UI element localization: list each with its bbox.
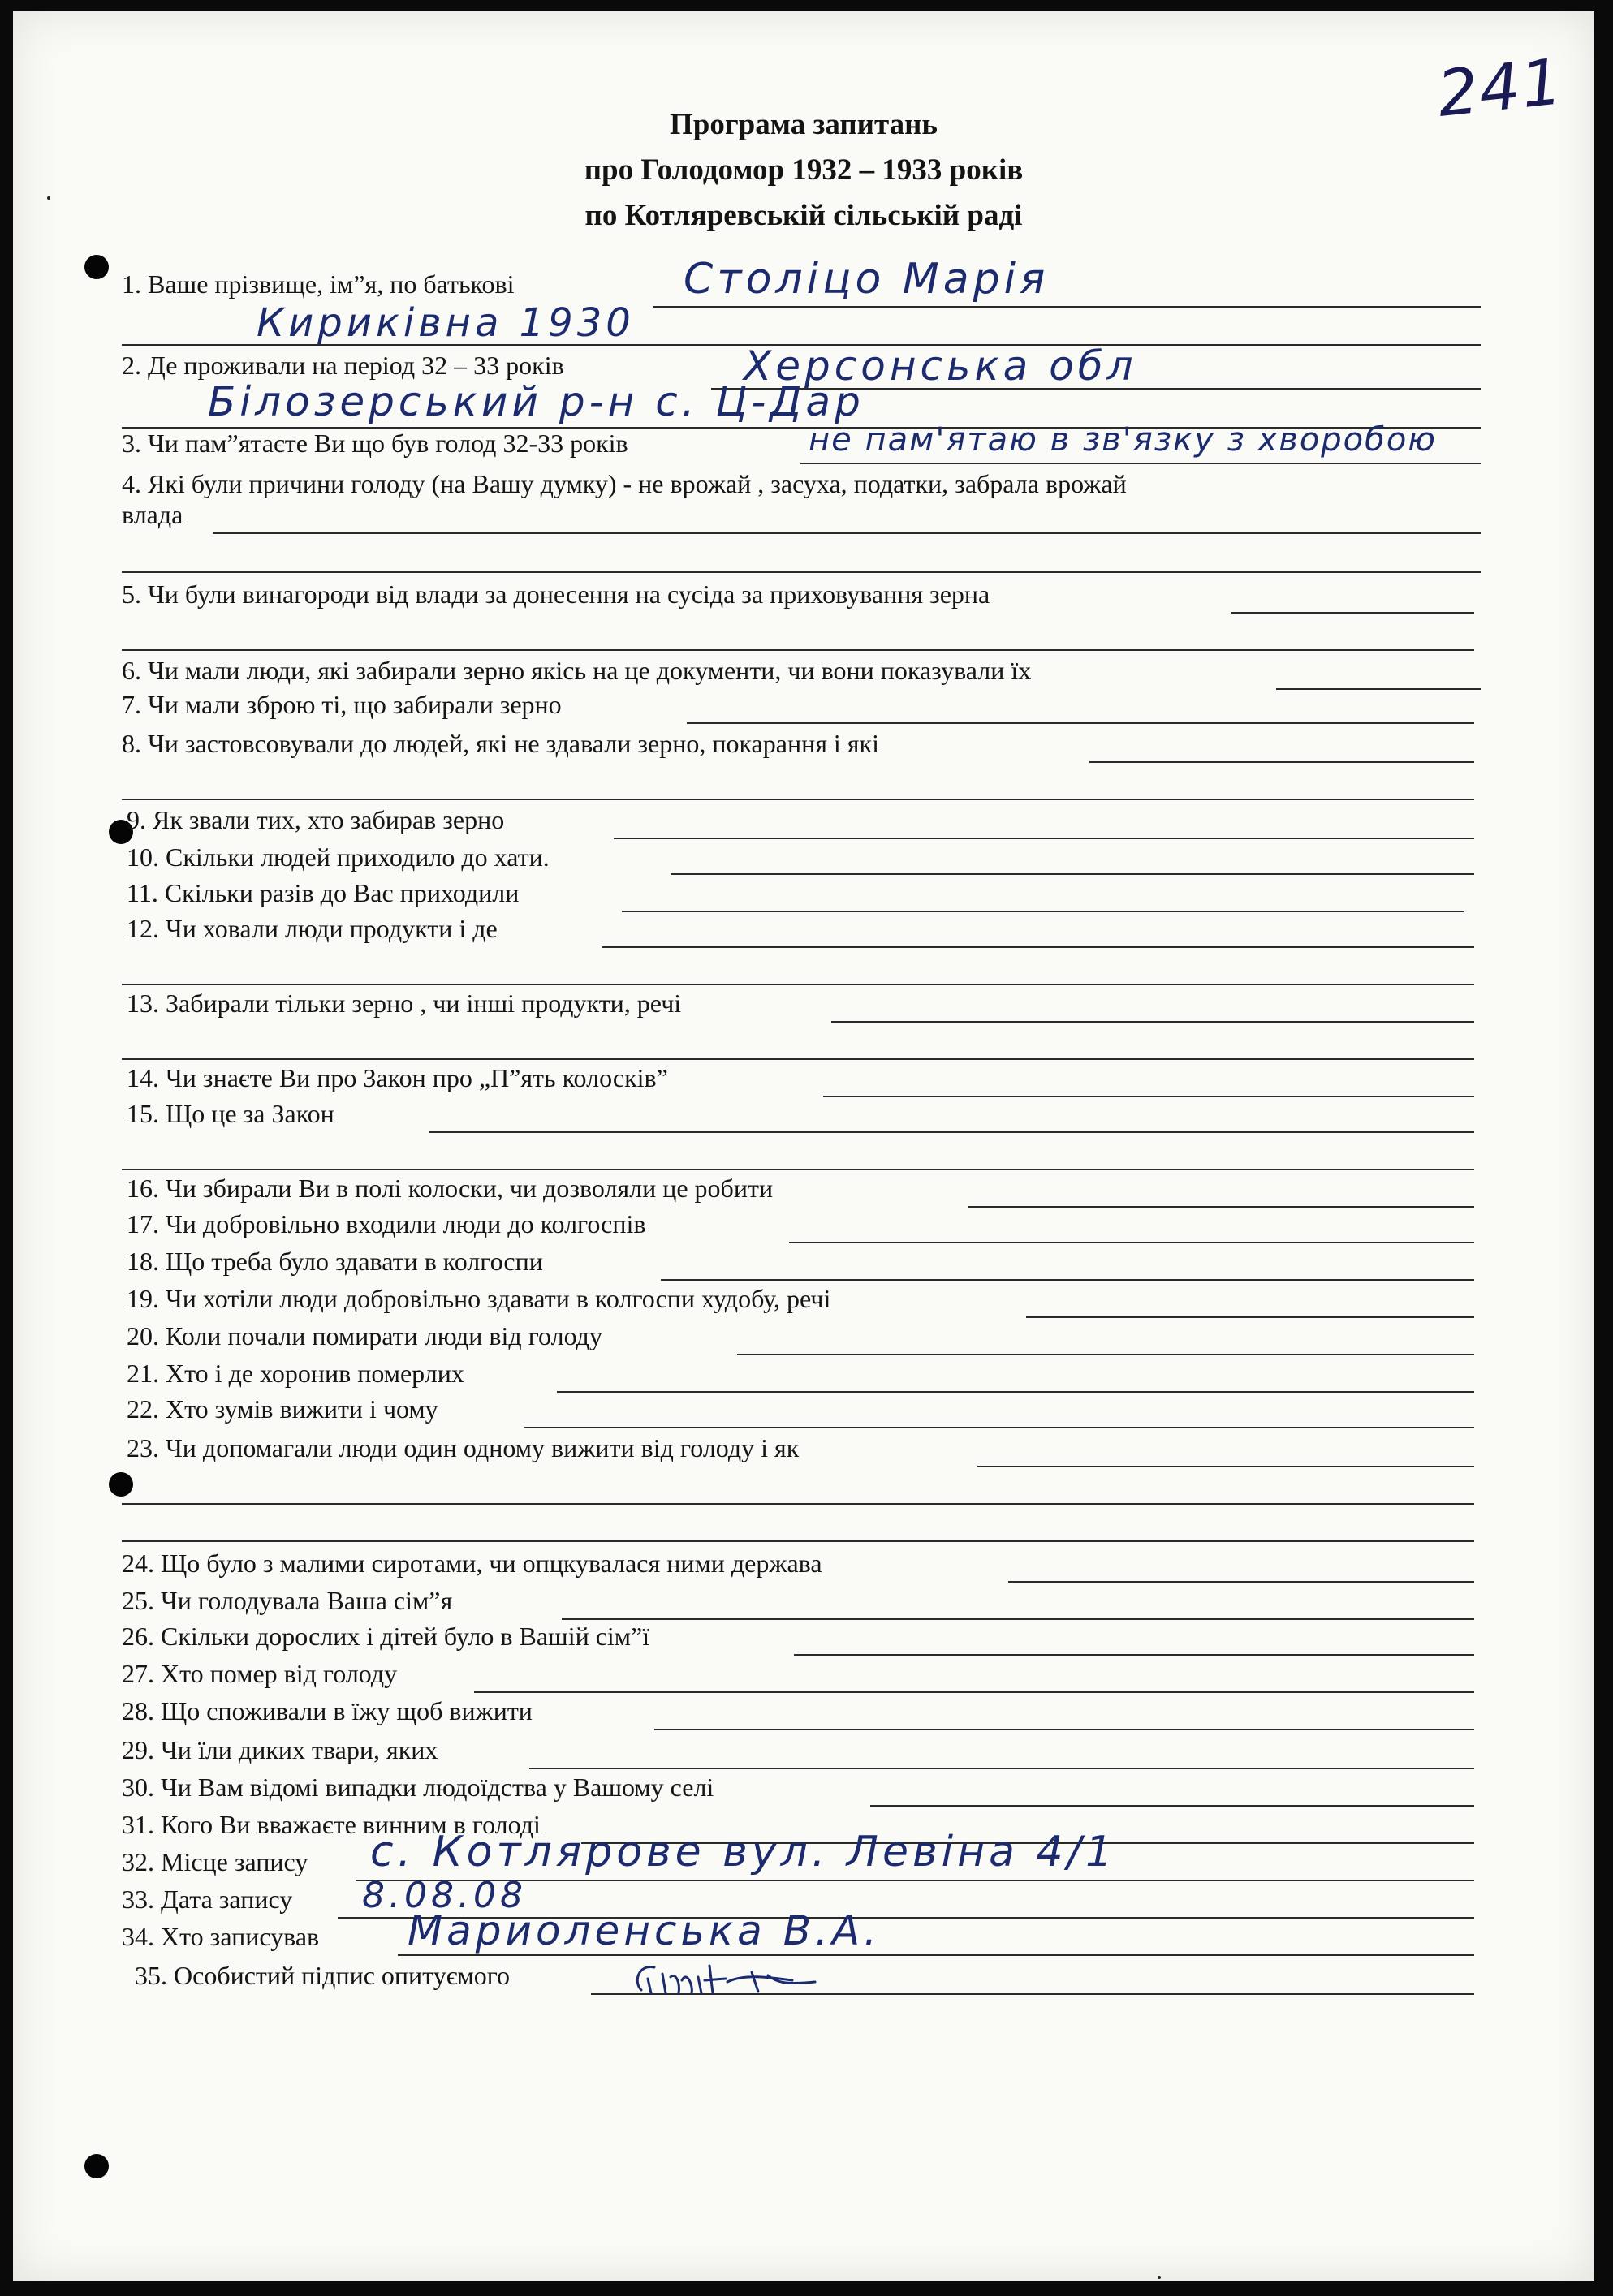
answer-line — [562, 1618, 1474, 1620]
answer-line — [213, 532, 1481, 534]
answer-line — [529, 1768, 1474, 1769]
question-34: 34. Хто записував — [122, 1922, 320, 1951]
answer-q33: 8.08.08 — [362, 1875, 527, 1916]
answer-line — [661, 1279, 1474, 1281]
answer-line — [614, 838, 1474, 839]
question-24: 24. Що було з малими сиротами, чи опцкувалася ними держава — [122, 1549, 822, 1578]
page-number: 241 — [1434, 45, 1568, 131]
punch-hole — [84, 255, 109, 279]
question-27: 27. Хто помер від голоду — [122, 1659, 398, 1688]
answer-line — [687, 722, 1474, 724]
answer-line — [831, 1021, 1474, 1023]
answer-line — [968, 1206, 1474, 1208]
question-30: 30. Чи Вам відомі випадки людоїдства у Вашому селі — [122, 1773, 714, 1802]
question-31: 31. Кого Ви вважаєте винним в голоді — [122, 1810, 541, 1839]
answer-q2-line1: Херсонська обл — [744, 342, 1137, 390]
answer-line — [1089, 761, 1474, 763]
answer-line — [977, 1466, 1474, 1467]
answer-line — [122, 571, 1481, 573]
question-3: 3. Чи пам”ятаєте Ви що був голод 32-33 років — [122, 429, 628, 458]
title-line-2: про Голодомор 1932 – 1933 років — [584, 153, 1024, 187]
answer-line — [122, 1540, 1474, 1542]
answer-line — [429, 1131, 1474, 1133]
question-10: 10. Скільки людей приходило до хати. — [127, 842, 550, 872]
answer-q2-line2: Білозерський р-н с. Ц-Дар — [208, 378, 865, 425]
answer-line — [122, 649, 1474, 651]
question-33: 33. Дата запису — [122, 1885, 293, 1914]
answer-line — [800, 463, 1481, 464]
answer-q1-line1: Століцо Марія — [684, 255, 1050, 304]
question-7: 7. Чи мали зброю ті, що забирали зерно — [122, 690, 562, 719]
speck — [1158, 2276, 1161, 2279]
answer-q34: Мариоленська В.А. — [408, 1907, 881, 1954]
punch-hole — [109, 1472, 133, 1497]
answer-line — [122, 984, 1474, 985]
question-28: 28. Що споживали в їжу щоб вижити — [122, 1696, 533, 1725]
question-12: 12. Чи ховали люди продукти і де — [127, 914, 498, 943]
answer-line — [671, 873, 1474, 875]
answer-line — [122, 799, 1474, 800]
answer-line — [654, 1729, 1474, 1730]
question-4-continued: влада — [122, 500, 183, 529]
title-line-3: по Котляревській сільській раді — [584, 199, 1023, 232]
answer-line — [474, 1691, 1474, 1693]
question-26: 26. Скільки дорослих і дітей було в Вашій сім”ї — [122, 1622, 650, 1651]
question-20: 20. Коли почали помирати люди від голоду — [127, 1321, 602, 1350]
answer-line — [122, 1503, 1474, 1505]
title-line-1: Програма запитань — [670, 108, 938, 141]
answer-q3: не пам'ятаю в зв'язку з хворобою — [809, 421, 1437, 459]
answer-line — [1276, 688, 1481, 690]
question-1: 1. Ваше прізвище, ім”я, по батькові — [122, 269, 515, 299]
question-8: 8. Чи застовсовували до людей, які не здавали зерно, покарання і які — [122, 729, 879, 758]
question-35: 35. Особистий підпис опитуємого — [135, 1961, 511, 1990]
question-25: 25. Чи голодувала Ваша сім”я — [122, 1586, 453, 1615]
question-16: 16. Чи збирали Ви в полі колоски, чи дозволяли це робити — [127, 1174, 774, 1203]
question-17: 17. Чи добровільно входили люди до колгоспів — [127, 1209, 646, 1238]
answer-line — [823, 1096, 1474, 1097]
question-21: 21. Хто і де хоронив померлих — [127, 1359, 464, 1388]
answer-line — [524, 1427, 1474, 1428]
answer-line — [557, 1391, 1474, 1393]
answer-line — [1008, 1581, 1474, 1583]
question-9: 9. Як звали тих, хто забирав зерно — [127, 805, 505, 834]
answer-q32: с. Котлярове вул. Левіна 4/1 — [370, 1828, 1117, 1876]
question-11: 11. Скільки разів до Вас приходили — [127, 878, 520, 907]
question-29: 29. Чи їли диких твари, яких — [122, 1735, 438, 1764]
question-13: 13. Забирали тільки зерно , чи інші продукти, речі — [127, 989, 682, 1018]
answer-line — [398, 1954, 1474, 1956]
answer-line — [1231, 612, 1474, 614]
answer-line — [870, 1805, 1474, 1807]
answer-line — [653, 306, 1481, 308]
answer-line — [602, 946, 1474, 948]
question-23: 23. Чи допомагали люди один одному вижити від голоду і як — [127, 1433, 800, 1462]
answer-line — [1026, 1316, 1474, 1318]
question-15: 15. Що це за Закон — [127, 1099, 334, 1128]
question-18: 18. Що треба було здавати в колгоспи — [127, 1247, 543, 1276]
question-4: 4. Які були причини голоду (на Вашу думку) - не врожай , засуха, податки, забрала врожай — [122, 469, 1127, 498]
answer-line — [122, 1169, 1474, 1170]
answer-line — [122, 1058, 1474, 1060]
answer-q1-line2: Кириківна 1930 — [257, 300, 635, 346]
question-32: 32. Місце запису — [122, 1847, 308, 1876]
punch-hole — [84, 2154, 109, 2178]
question-22: 22. Хто зумів вижити і чому — [127, 1394, 438, 1424]
answer-line — [622, 911, 1464, 912]
answer-line — [737, 1354, 1474, 1355]
answer-line — [794, 1654, 1474, 1656]
answer-line — [789, 1242, 1474, 1243]
question-14: 14. Чи знаєте Ви про Закон про „П”ять колосків” — [127, 1063, 668, 1092]
question-6: 6. Чи мали люди, які забирали зерно якісь на це документи, чи вони показували їх — [122, 656, 1032, 685]
question-2: 2. Де проживали на період 32 – 33 років — [122, 351, 564, 380]
question-5: 5. Чи були винагороди від влади за донесення на сусіда за приховування зерна — [122, 579, 990, 609]
signature-scribble-icon — [630, 1958, 825, 2003]
document-page — [13, 11, 1594, 2281]
question-19: 19. Чи хотіли люди добровільно здавати в колгоспи худобу, речі — [127, 1284, 831, 1313]
